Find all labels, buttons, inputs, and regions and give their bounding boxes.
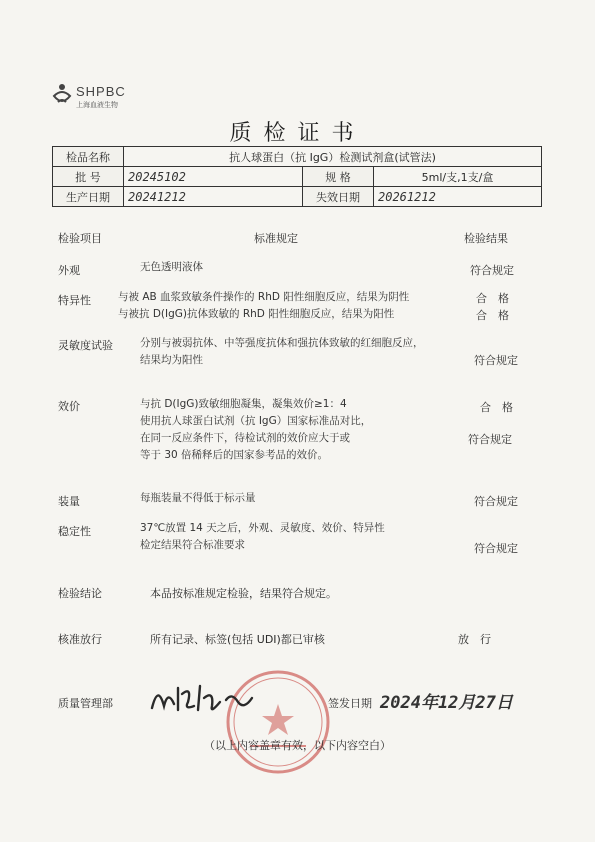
row-result-volume: 符合规定 (474, 495, 518, 508)
row-text-sensitivity (140, 335, 424, 369)
row-label-sensitivity: 灵敏度试验 (58, 339, 113, 352)
header-result: 检验结果 (464, 232, 508, 245)
standard-line: 结果均为阳性 (140, 354, 203, 366)
standard-line: 使用抗人球蛋白试剂（抗 IgG）国家标准品对比， (140, 415, 372, 427)
row-result-titer-1: 合 格 (480, 401, 513, 414)
standard-line: 等于 30 倍稀释后的国家参考品的效价。 (140, 449, 329, 461)
row-result-stability: 符合规定 (474, 542, 518, 555)
standard-line: 与被抗 D(IgG)抗体致敏的 RhD 阳性细胞反应，结果为阳性 (118, 308, 395, 320)
header-standard: 标准规定 (254, 232, 298, 245)
row-label-titer: 效价 (58, 400, 80, 413)
release-result: 放 行 (458, 633, 491, 646)
row-text-titer (140, 396, 371, 464)
standard-line: 在同一反应条件下，待检试剂的效价应大于或 (140, 432, 350, 444)
row-label-volume: 装量 (58, 495, 80, 508)
row-text-volume (140, 490, 256, 507)
footer-note: （以上内容盖章有效，以下内容空白） (204, 739, 391, 752)
exp-date-label: 失效日期 (303, 187, 374, 207)
prod-date-label: 生产日期 (53, 187, 124, 207)
spec-value: 5ml/支,1支/盒 (374, 167, 542, 187)
result-line: 合 格 (476, 292, 509, 305)
qa-label: 质量管理部 (58, 697, 113, 710)
table-row (53, 187, 542, 207)
page-title: 质检证书 (229, 121, 366, 146)
logo-text-en: SHPBC (76, 84, 126, 99)
table-row (53, 167, 542, 187)
sign-date-value: 2024年12月27日 (380, 693, 513, 713)
sign-date-label: 签发日期 (328, 697, 372, 710)
row-label-stability: 稳定性 (58, 525, 91, 538)
release-text: 所有记录、标签(包括 UDI)都已审核 (150, 633, 325, 646)
conclusion-text: 本品按标准规定检验，结果符合规定。 (150, 587, 337, 600)
exp-date-value: 20261212 (374, 187, 542, 207)
row-result-specificity (476, 290, 509, 324)
spec-label: 规 格 (303, 167, 374, 187)
result-line: 合 格 (476, 309, 509, 322)
standard-line: 无色透明液体 (140, 261, 203, 273)
batch-label: 批 号 (53, 167, 124, 187)
conclusion-label: 检验结论 (58, 587, 102, 600)
row-result-titer-2: 符合规定 (468, 433, 512, 446)
name-label: 检品名称 (53, 147, 124, 167)
row-text-stability (140, 520, 385, 554)
prod-date-value: 20241212 (124, 187, 303, 207)
standard-line: 每瓶装量不得低于标示量 (140, 492, 256, 504)
logo-mark-icon (50, 82, 74, 108)
logo-text-cn: 上海血液生物 (76, 101, 118, 109)
company-logo (50, 78, 140, 118)
table-row (53, 147, 542, 167)
header-item: 检验项目 (58, 232, 102, 245)
row-result-sensitivity: 符合规定 (474, 354, 518, 367)
name-value: 抗人球蛋白（抗 IgG）检测试剂盒(试管法) (124, 147, 542, 167)
standard-line: 分别与被弱抗体、中等强度抗体和强抗体致敏的红细胞反应， (140, 337, 424, 349)
row-text-appearance (140, 259, 203, 276)
batch-value: 20245102 (124, 167, 303, 187)
product-info-table (52, 146, 542, 207)
row-text-specificity (118, 289, 409, 323)
standard-line: 与被 AB 血浆致敏条件操作的 RhD 阳性细胞反应，结果为阴性 (118, 291, 410, 303)
signature-icon (148, 680, 268, 716)
row-result-appearance: 符合规定 (470, 264, 514, 277)
standard-line: 检定结果符合标准要求 (140, 539, 245, 551)
row-label-appearance: 外观 (58, 264, 80, 277)
standard-line: 与抗 D(IgG)致敏细胞凝集，凝集效价≥1：4 (140, 398, 347, 410)
release-label: 核准放行 (58, 633, 102, 646)
standard-line: 37℃放置 14 天之后，外观、灵敏度、效价、特异性 (140, 522, 385, 534)
row-label-specificity: 特异性 (58, 294, 91, 307)
